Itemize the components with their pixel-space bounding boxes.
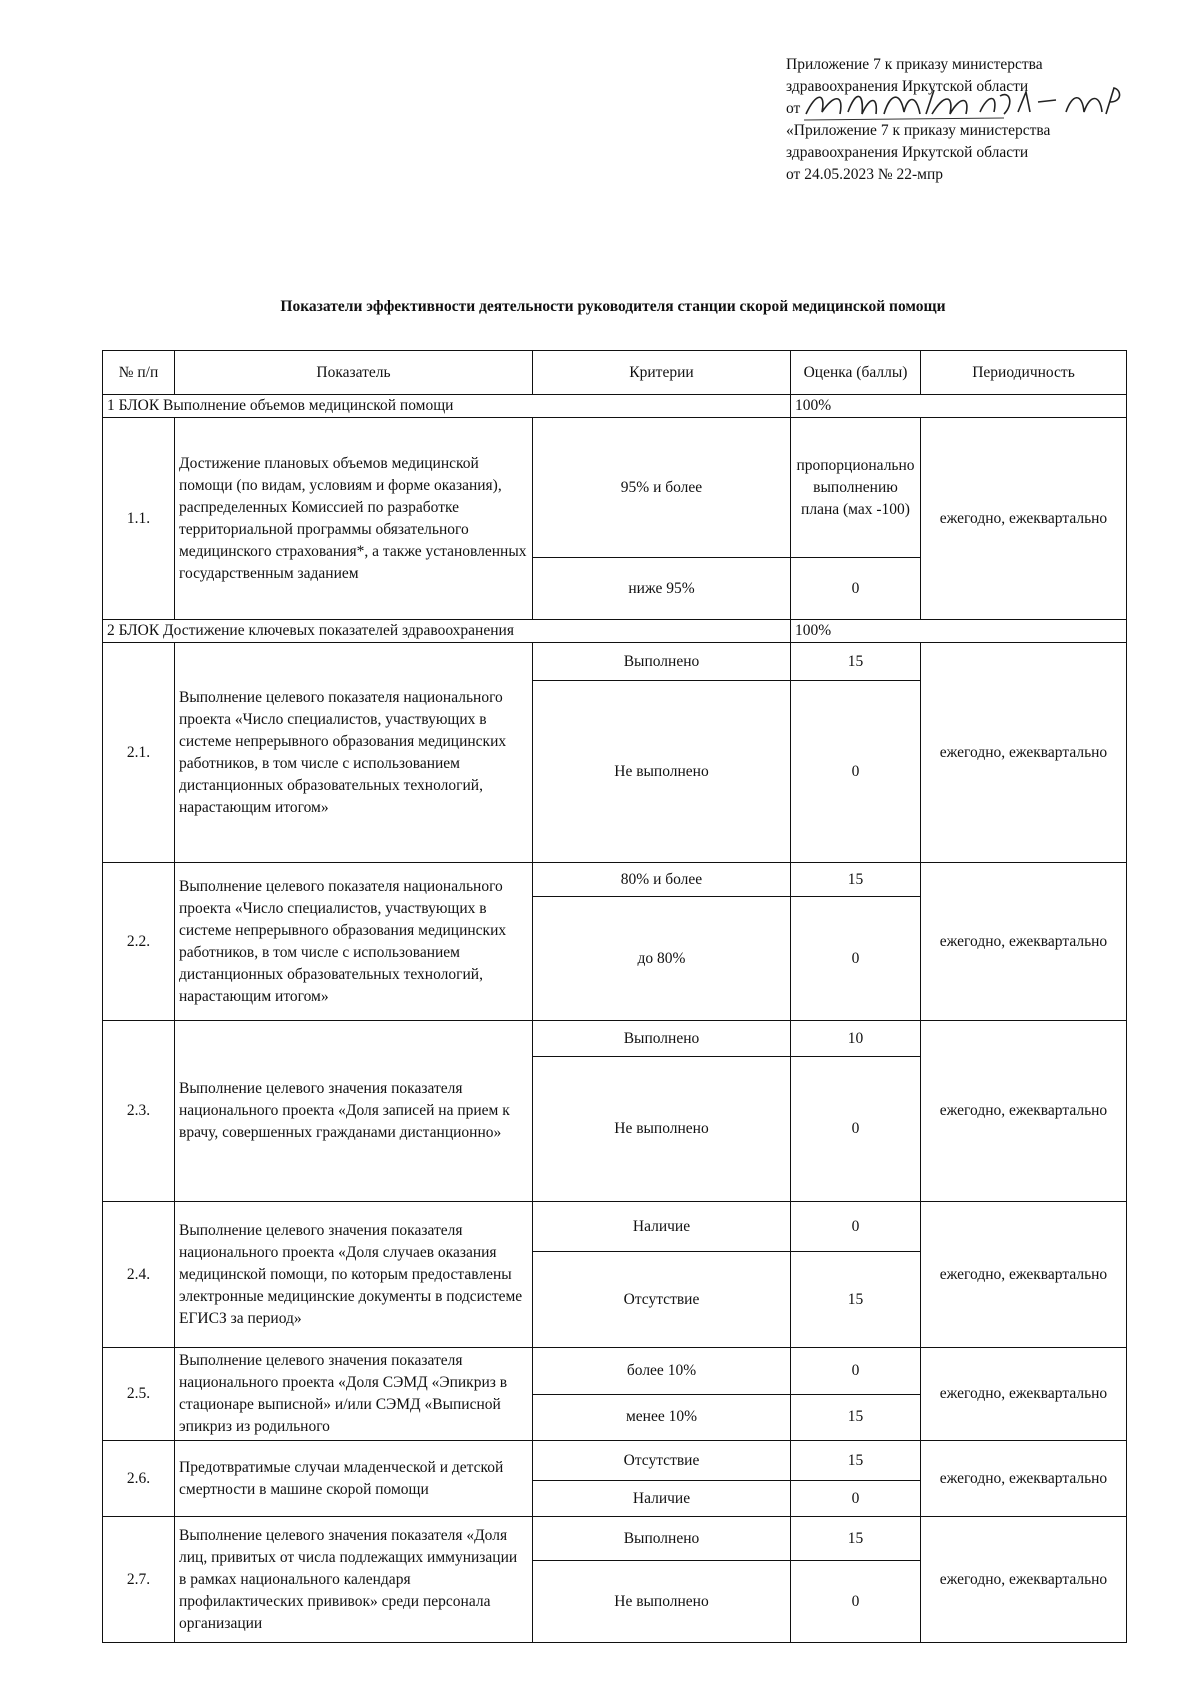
document-title: Показатели эффективности деятельности руководителя станции скорой медицинской помощи xyxy=(280,298,946,315)
criteria-cell: Не выполнено xyxy=(533,681,791,863)
header-line: от xyxy=(786,100,801,117)
row-number: 2.3. xyxy=(103,1021,175,1202)
row-number: 2.7. xyxy=(103,1517,175,1643)
score-cell: 0 xyxy=(791,1348,921,1395)
indicator-text: Выполнение целевого показателя национального проекта «Число специалистов, участвующих в системе непрерывного образования медицинских работников, в том числе с использованием дистанционных образовательных технологий, нарастающим итогом» xyxy=(175,643,533,863)
handwritten-date-signature xyxy=(804,84,1124,124)
block-2-label: 2 БЛОК Достижение ключевых показателей здравоохранения xyxy=(103,620,791,643)
score-cell: 0 xyxy=(791,1561,921,1643)
indicator-text: Выполнение целевого показателя национального проекта «Число специалистов, участвующих в системе непрерывного образования медицинских работников, в том числе с использованием дистанционных образовательных технологий, нарастающим итогом» xyxy=(175,863,533,1021)
block-1-weight: 100% xyxy=(791,395,1127,418)
block-2-row xyxy=(103,620,1127,643)
criteria-cell: Наличие xyxy=(533,1202,791,1252)
score-cell: 10 xyxy=(791,1021,921,1057)
table-row xyxy=(103,643,1127,681)
criteria-cell: Отсутствие xyxy=(533,1441,791,1481)
score-cell: 0 xyxy=(791,558,921,620)
table-row xyxy=(103,1517,1127,1561)
criteria-cell: более 10% xyxy=(533,1348,791,1395)
score-cell: 0 xyxy=(791,1481,921,1517)
indicator-text: Выполнение целевого значения показателя национального проекта «Доля записей на прием к врачу, совершенных гражданами дистанционно» xyxy=(175,1021,533,1202)
indicator-text: Предотвратимые случаи младенческой и детской смертности в машине скорой помощи xyxy=(175,1441,533,1517)
score-cell: 15 xyxy=(791,643,921,681)
periodicity-cell: ежегодно, ежеквартально xyxy=(921,1517,1127,1643)
row-number: 2.1. xyxy=(103,643,175,863)
header-line: здравоохранения Иркутской области xyxy=(786,78,1029,95)
block-2-weight: 100% xyxy=(791,620,1127,643)
criteria-cell: Не выполнено xyxy=(533,1057,791,1202)
periodicity-cell: ежегодно, ежеквартально xyxy=(921,863,1127,1021)
column-header-criteria: Критерии xyxy=(533,351,791,395)
header-line: Приложение 7 к приказу министерства xyxy=(786,56,1043,73)
column-header-number: № п/п xyxy=(103,351,175,395)
criteria-cell: до 80% xyxy=(533,897,791,1021)
header-line: здравоохранения Иркутской области xyxy=(786,144,1029,161)
criteria-cell: Наличие xyxy=(533,1481,791,1517)
indicator-text: Выполнение целевого значения показателя национального проекта «Доля случаев оказания медицинской помощи, по которым предоставлены электронные медицинские документы в подсистеме ЕГИСЗ за период» xyxy=(175,1202,533,1348)
table-row xyxy=(103,1202,1127,1252)
score-cell: 15 xyxy=(791,1441,921,1481)
row-number: 2.4. xyxy=(103,1202,175,1348)
table-row xyxy=(103,418,1127,558)
criteria-cell: Выполнено xyxy=(533,643,791,681)
table-row xyxy=(103,1021,1127,1057)
criteria-cell: Отсутствие xyxy=(533,1252,791,1348)
block-1-label: 1 БЛОК Выполнение объемов медицинской помощи xyxy=(103,395,791,418)
score-cell: 15 xyxy=(791,1394,921,1441)
row-number: 2.2. xyxy=(103,863,175,1021)
row-number: 2.5. xyxy=(103,1348,175,1441)
score-cell: 0 xyxy=(791,681,921,863)
table-row xyxy=(103,863,1127,897)
kpi-table xyxy=(102,350,1127,1643)
score-cell: 0 xyxy=(791,1202,921,1252)
periodicity-cell: ежегодно, ежеквартально xyxy=(921,643,1127,863)
table-row xyxy=(103,1441,1127,1481)
criteria-cell: Выполнено xyxy=(533,1021,791,1057)
table-row xyxy=(103,1348,1127,1395)
criteria-cell: Выполнено xyxy=(533,1517,791,1561)
indicator-text: Выполнение целевого значения показателя национального проекта «Доля СЭМД «Эпикриз в стационаре выписной» и/или СЭМД «Выписной эпикриз из родильного xyxy=(175,1348,533,1441)
periodicity-cell: ежегодно, ежеквартально xyxy=(921,1021,1127,1202)
row-number: 2.6. xyxy=(103,1441,175,1517)
criteria-cell: Не выполнено xyxy=(533,1561,791,1643)
criteria-cell: 80% и более xyxy=(533,863,791,897)
score-cell: 15 xyxy=(791,1517,921,1561)
criteria-cell: 95% и более xyxy=(533,418,791,558)
column-header-indicator: Показатель xyxy=(175,351,533,395)
indicator-text: Достижение плановых объемов медицинской помощи (по видам, условиям и форме оказания), распределенных Комиссией по разработке территориальной программы обязательного медицинского страхования*, а также установленных государственным заданием xyxy=(175,418,533,620)
column-header-score: Оценка (баллы) xyxy=(791,351,921,395)
criteria-cell: ниже 95% xyxy=(533,558,791,620)
table-header-row xyxy=(103,351,1127,395)
periodicity-cell: ежегодно, ежеквартально xyxy=(921,1441,1127,1517)
header-line: «Приложение 7 к приказу министерства xyxy=(786,122,1051,139)
periodicity-cell: ежегодно, ежеквартально xyxy=(921,1348,1127,1441)
score-cell: пропорционально выполнению плана (мах -100) xyxy=(791,418,921,558)
indicator-text: Выполнение целевого значения показателя «Доля лиц, привитых от числа подлежащих иммунизации в рамках национального календаря профилактических прививок» среди персонала организации xyxy=(175,1517,533,1643)
criteria-cell: менее 10% xyxy=(533,1394,791,1441)
periodicity-cell: ежегодно, ежеквартально xyxy=(921,1202,1127,1348)
block-1-row xyxy=(103,395,1127,418)
column-header-periodicity: Периодичность xyxy=(921,351,1127,395)
row-number: 1.1. xyxy=(103,418,175,620)
score-cell: 0 xyxy=(791,1057,921,1202)
periodicity-cell: ежегодно, ежеквартально xyxy=(921,418,1127,620)
score-cell: 15 xyxy=(791,1252,921,1348)
score-cell: 15 xyxy=(791,863,921,897)
score-cell: 0 xyxy=(791,897,921,1021)
header-line: от 24.05.2023 № 22-мпр xyxy=(786,166,943,183)
